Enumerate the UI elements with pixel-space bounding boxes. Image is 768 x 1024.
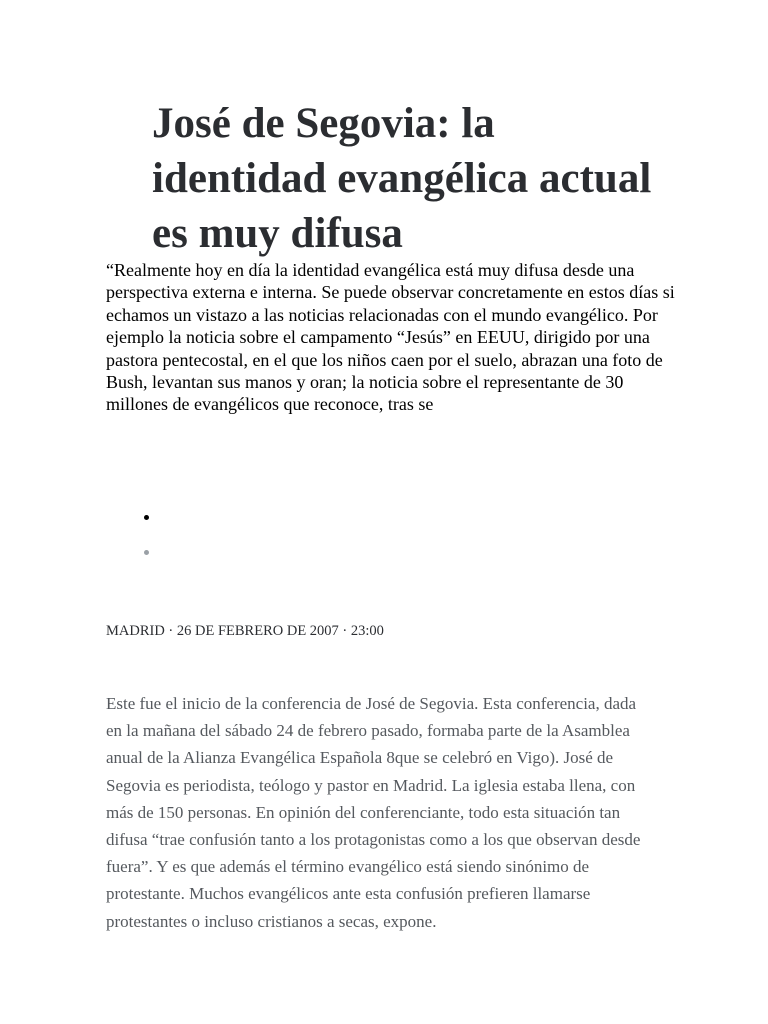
article-title: José de Segovia: la identidad evangélica actual es muy difusa	[152, 100, 652, 257]
pagination-dot-active[interactable]	[144, 515, 149, 520]
article-dateline: MADRID · 26 DE FEBRERO DE 2007 · 23:00	[106, 623, 384, 639]
pagination-dot[interactable]	[144, 550, 149, 555]
article-body: Este fue el inicio de la conferencia de José de Segovia. Esta conferencia, dada en la mañana del sábado 24 de febrero pasado, formaba parte de la Asamblea anual de la Alianza Evangélica Española 8que se celebró en Vigo). José de Segovia es periodista, teólogo y pastor en Madrid. La iglesia estaba llena, con más de 150 personas. En opinión del conferenciante, todo esta situación tan difusa “trae confusión tanto a los protagonistas como a los que observan desde fuera”. Y es que además el término evangélico está siendo sinónimo de protestante. Muchos evangélicos ante esta confusión prefieren llamarse protestantes o incluso cristianos a secas, expone.	[106, 694, 641, 931]
article-lead: “Realmente hoy en día la identidad evangélica está muy difusa desde una perspectiva externa e interna. Se puede observar concretamente en estos días si echamos un vistazo a las noticias relacionadas con el mundo evangélico. Por ejemplo la noticia sobre el campamento “Jesús” en EEUU, dirigido por una pastora pentecostal, en el que los niños caen por el suelo, abrazan una foto de Bush, levantan sus manos y oran; la noticia sobre el representante de 30 millones de evangélicos que reconoce, tras se	[106, 260, 675, 415]
